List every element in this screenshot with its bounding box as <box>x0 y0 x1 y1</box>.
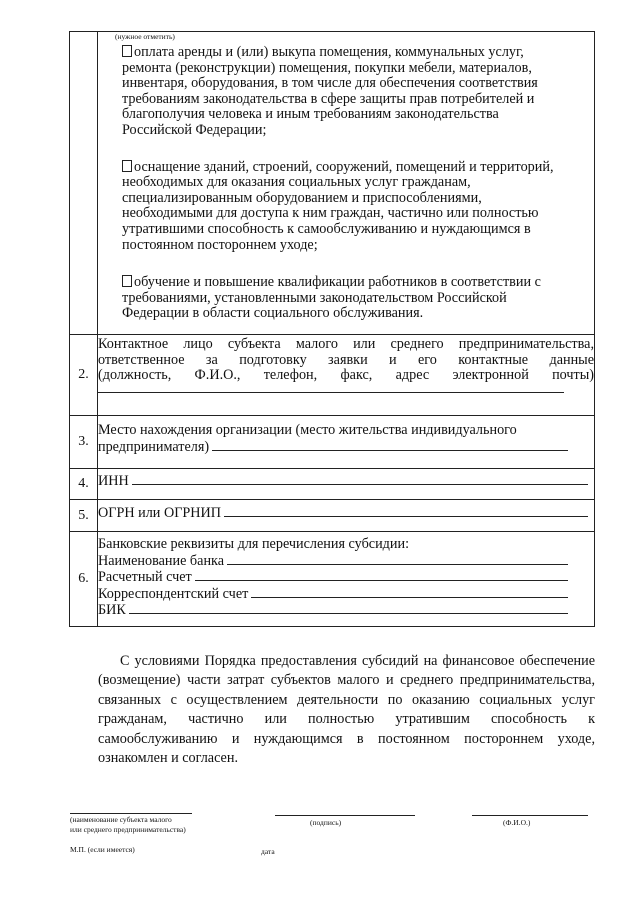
org-name-line[interactable] <box>70 813 192 814</box>
table-row-5 <box>70 500 595 532</box>
ogrn-input[interactable] <box>224 505 588 517</box>
contact-person-cell: Контактное лицо субъекта малого или среднего предпринимательства, ответственное за подготовку заявки и его контактные данные (должность, Ф.И.О., телефон, факс, адрес электронной почты) <box>98 335 595 416</box>
row-number: 2. <box>70 335 98 416</box>
fio-caption: (Ф.И.О.) <box>503 818 531 827</box>
location-input[interactable] <box>212 439 568 451</box>
table-row-1 <box>70 32 595 335</box>
org-name-caption-2: или среднего предпринимательства) <box>70 825 186 834</box>
row-number: 4. <box>70 469 98 500</box>
option-equipment-checkbox[interactable] <box>122 160 132 172</box>
bik-input[interactable] <box>129 602 568 614</box>
ogrn-cell: ОГРН или ОГРНИП <box>98 500 595 532</box>
signature-line[interactable] <box>275 815 415 816</box>
bank-name-input[interactable] <box>227 553 568 565</box>
inn-input[interactable] <box>132 473 588 485</box>
stamp-label: М.П. (если имеется) <box>70 845 135 854</box>
consent-paragraph: С условиями Порядка предоставления субсидий на финансовое обеспечение (возмещение) части затрат субъектов малого и среднего предпринимательства, связанных с осуществлением деятельности по оказанию социальных услуг гражданам, частично или полностью утратившим способность к самообслуживанию и нуждающимся в постоянном постороннем уходе, ознакомлен и согласен. <box>98 653 595 767</box>
subsidy-purpose-cell <box>98 32 595 335</box>
contact-person-input[interactable] <box>98 384 564 393</box>
table-row-2 <box>70 335 595 416</box>
row-number: 5. <box>70 500 98 532</box>
option-rent-checkbox[interactable] <box>122 45 132 57</box>
option-equipment: оснащение зданий, строений, сооружений, помещений и территорий, необходимых для оказания социальных услуг гражданам, специализированным оборудованием и приспособлениями, необходимыми для доступа к ним граждан, частично или полностью утратившими способность к самообслуживанию и нуждающимся в постоянном постороннем уходе; <box>122 158 554 253</box>
signature-caption: (подпись) <box>310 818 342 827</box>
application-table <box>69 31 595 627</box>
mark-required-note: (нужное отметить) <box>115 32 175 41</box>
row-number-cell <box>70 32 98 335</box>
bank-details-cell: Банковские реквизиты для перечисления субсидии: Наименование банка Расчетный счет Корреспондентский счет БИК <box>98 532 595 627</box>
table-row-6 <box>70 532 595 627</box>
option-training-checkbox[interactable] <box>122 275 132 287</box>
table-row-3 <box>70 416 595 469</box>
table-row-4 <box>70 469 595 500</box>
corr-account-input[interactable] <box>251 586 568 598</box>
row-number: 6. <box>70 532 98 627</box>
fio-line[interactable] <box>472 815 588 816</box>
location-cell: Место нахождения организации (место жительства индивидуального предпринимателя) <box>98 416 595 469</box>
inn-cell: ИНН <box>98 469 595 500</box>
option-training: обучение и повышение квалификации работников в соответствии с требованиями, установленными законодательством Российской Федерации в области социального обслуживания. <box>122 274 541 322</box>
org-name-caption-1: (наименование субъекта малого <box>70 815 172 824</box>
date-label: дата <box>261 847 275 856</box>
option-rent-utilities: оплата аренды и (или) выкупа помещения, коммунальных услуг, ремонта (реконструкции) помещения, покупки мебели, материалов, инвентаря, оборудования, в том числе для обеспечения соответствия требованиям законодательства в сфере защиты прав потребителей и благополучия человека и иным требованиям законодательства Российской Федерации; <box>122 44 538 138</box>
account-input[interactable] <box>195 569 568 581</box>
row-number: 3. <box>70 416 98 469</box>
